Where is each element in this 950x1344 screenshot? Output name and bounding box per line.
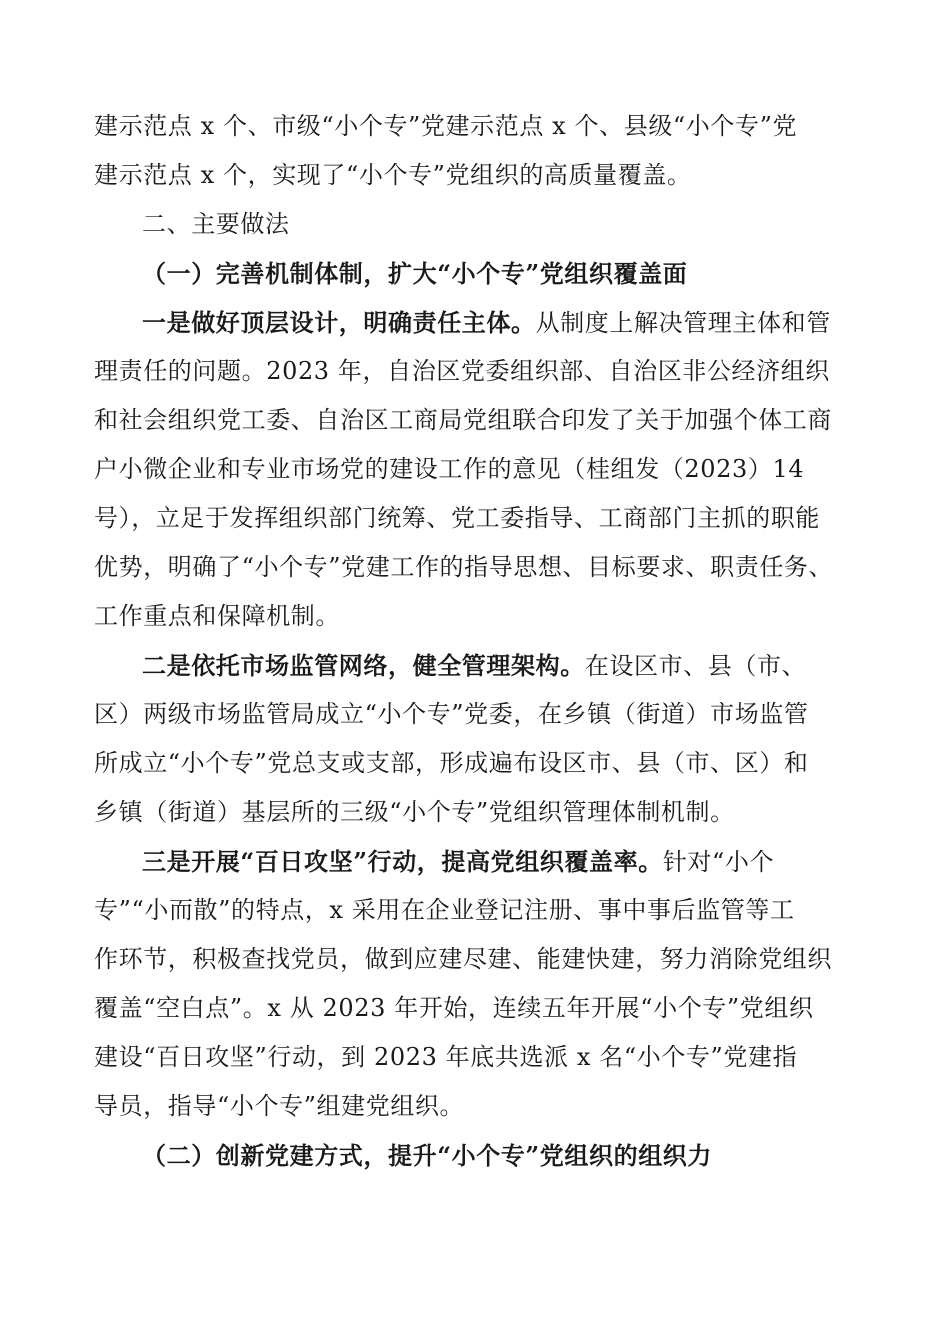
body-text: 导员，指导“小个专”组建党组织。	[94, 1092, 465, 1120]
bold-lead-text: （一）完善机制体制，扩大“小个专”党组织覆盖面	[142, 259, 688, 288]
body-text: 工作重点和保障机制。	[94, 602, 340, 630]
bold-lead-text: （二）创新党建方式，提升“小个专”党组织的组织力	[142, 1141, 713, 1170]
body-text: 优势，明确了“小个专”党建工作的指导思想、目标要求、职责任务、	[94, 553, 834, 581]
body-text: 覆盖“空白点”。x 从 2023 年开始，连续五年开展“小个专”党组织	[94, 994, 814, 1022]
body-text: 理责任的问题。2023 年，自治区党委组织部、自治区非公经济组织	[94, 357, 830, 385]
paragraph-subheading-1	[94, 249, 894, 298]
body-text: 和社会组织党工委、自治区工商局党组联合印发了关于加强个体工商	[94, 406, 832, 434]
body-text: 专”“小而散”的特点，x 采用在企业登记注册、事中事后监管等工	[94, 896, 795, 924]
body-text: 作环节，积极查找党员，做到应建尽建、能建快建，努力消除党组织	[94, 945, 832, 973]
text-line	[94, 543, 894, 592]
text-line	[94, 1033, 894, 1082]
paragraph-subheading-2	[94, 1131, 894, 1180]
text-line	[94, 886, 894, 935]
body-text: 号），立足于发挥组织部门统筹、党工委指导、工商部门主抓的职能	[94, 504, 820, 532]
text-line	[94, 837, 894, 886]
text-line	[94, 788, 894, 837]
bold-lead-text: 二是依托市场监管网络，健全管理架构。	[142, 651, 585, 680]
paragraph-point-1	[94, 298, 894, 641]
text-line	[94, 739, 894, 788]
document-body	[94, 102, 894, 1180]
body-text: 建设“百日攻坚”行动，到 2023 年底共选派 x 名“小个专”党建指	[94, 1043, 798, 1071]
body-text: 户小微企业和专业市场党的建设工作的意见（桂组发（2023）14	[94, 455, 805, 483]
text-line	[94, 445, 894, 494]
text-line	[94, 298, 894, 347]
text-line	[94, 102, 894, 151]
text-line	[94, 494, 894, 543]
text-line	[94, 200, 894, 249]
body-text: 在设区市、县（市、	[584, 652, 807, 680]
text-line	[94, 249, 894, 298]
body-text: 区）两级市场监管局成立“小个专”党委，在乡镇（街道）市场监管	[94, 700, 809, 728]
body-text: 二、主要做法	[142, 210, 290, 238]
text-line	[94, 984, 894, 1033]
body-text: 从制度上解决管理主体和管	[535, 309, 831, 337]
body-text: 所成立“小个专”党总支或支部，形成遍布设区市、县（市、区）和	[94, 749, 809, 777]
text-line	[94, 1131, 894, 1180]
text-line	[94, 935, 894, 984]
bold-lead-text: 一是做好顶层设计，明确责任主体。	[142, 308, 536, 337]
text-line	[94, 690, 894, 739]
body-text: 建示范点 x 个、市级“小个专”党建示范点 x 个、县级“小个专”党	[94, 112, 798, 140]
text-line	[94, 592, 894, 641]
text-line	[94, 151, 894, 200]
paragraph-intro-tail	[94, 102, 894, 200]
paragraph-point-2	[94, 641, 894, 837]
body-text: 针对“小个	[662, 848, 775, 876]
text-line	[94, 347, 894, 396]
bold-lead-text: 三是开展“百日攻坚”行动，提高党组织覆盖率。	[142, 847, 663, 876]
body-text: 乡镇（街道）基层所的三级“小个专”党组织管理体制机制。	[94, 798, 735, 826]
body-text: 建示范点 x 个，实现了“小个专”党组织的高质量覆盖。	[94, 161, 692, 189]
text-line	[94, 396, 894, 445]
paragraph-point-3	[94, 837, 894, 1131]
text-line	[94, 641, 894, 690]
paragraph-section-heading-2	[94, 200, 894, 249]
text-line	[94, 1082, 894, 1131]
